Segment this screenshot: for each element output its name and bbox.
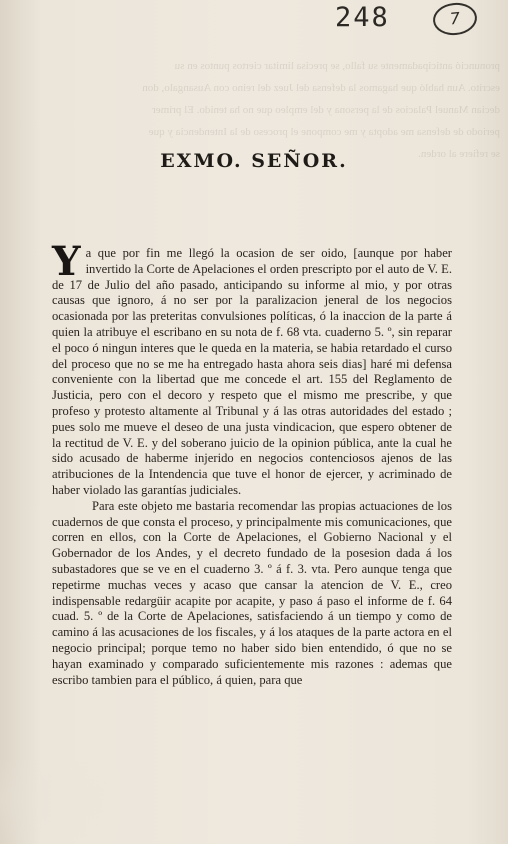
drop-cap: Y <box>52 238 81 285</box>
paragraph-1 <box>52 238 452 499</box>
paper-stain <box>0 760 120 840</box>
body-text <box>52 238 452 688</box>
folio-number: 7 <box>431 1 478 37</box>
paragraph-2-text: Para este objeto me bastaria recomendar las propias actuaciones de los cuadernos de que consta el proceso, y principalmente mis comunicaciones, que corren en ellos, con la Corte de Apelaciones, el Gobierno Nacional y el Gobernador de los Andes, y el decreto fundado de la posesion dada á los subastadores que se ve en el cuaderno 3. º á f. 3. vta. Pero aunque tenga que repetirme muchas veces y acaso que cansar la atencion de V. E., creo indispensable redargüir acapite por acapite, y paso á paso el informe de f. 64 cuad. 5. º de la Corte de Apelaciones, satisfaciendo á un tiempo y como de camino á las acusaciones de los fiscales, y á los ataques de la parte actora en el negocio principal; porque temo no haber sido bien entendido, ó que no se hayan examinado y comparado suficientemente mis razones : ademas que escribo tambien para el público, á quien, para que <box>52 498 452 687</box>
paragraph-2 <box>52 499 452 689</box>
page-number: 248 <box>335 2 390 33</box>
paragraph-1-text: a que por fin me llegó la ocasion de ser oido, [aunque por haber invertido la Corte de Apelaciones el orden prescripto por el auto de V. E. de 17 de Julio del año pasado, anticipando su informe al mio, y por otras causas que ignoro, á no ser por la paralizacion jeneral de los negocios ocasionada por las preteritas convulsiones políticas, ó la inaccion de la parte á quien la atribuye el escribano en su nota de f. 68 vta. cuaderno 5. º, sin reparar el poco ó ningun interes que le queda en la materia, se habia retardado el curso del proceso que no se me ha entregado hasta ahora seis dias] haré mi defensa conveniente con la libertad que me concede el art. 155 del Reglamento de Justicia, pero con el decoro y respeto que el mismo me prescribe, y que profeso y protesto altamente al Tribunal y á las otras autoridades del estado ; pues solo me mueve el deseo de una justa vindicacion, que espero obtener de la rectitud de V. E. y del soberano juicio de la opinion pública, ante la cual he sido acusado de haberme injerido en negocios contenciosos ajenos de las atribuciones de la Intendencia que tuve el honor de ejercer, y acriminado de haber violado las garantías judiciales. <box>52 246 452 497</box>
salutation-heading: EXMO. SEÑOR. <box>160 150 348 172</box>
bleed-through-text: pronunció anticipadamente su fallo, se precisa limitar ciertos puntos en su escrito. Aun habló que hagamos la defensa del Juez del reino con Ausangalo, don decian Manuel Palacios de la persona y del empleo que no ha tenido. El primer periodo de defensa me adopta y me compone el proceso de la Intendencia y que se refiere al orden. <box>142 60 500 160</box>
